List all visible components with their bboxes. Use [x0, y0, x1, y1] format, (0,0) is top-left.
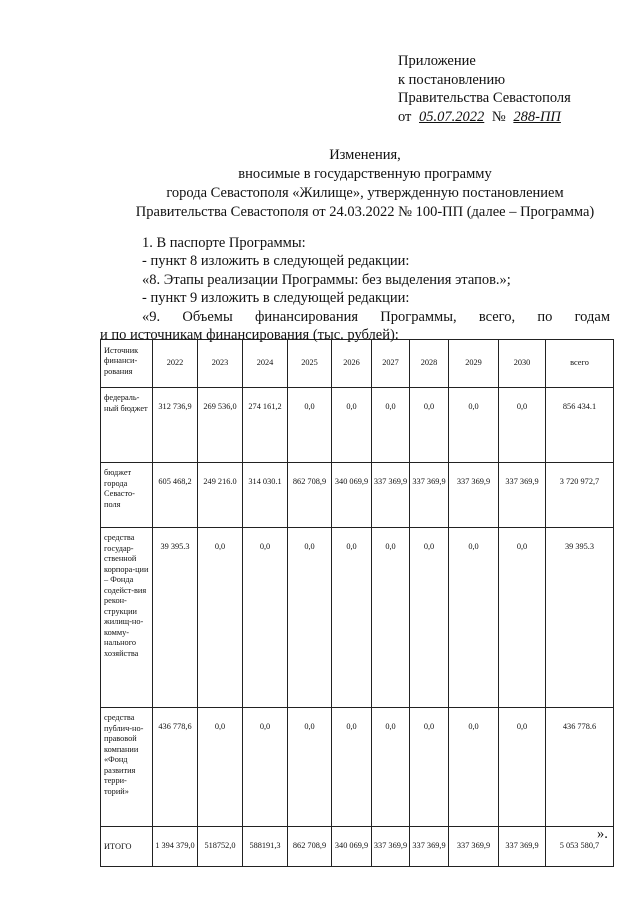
financing-table: [100, 339, 614, 867]
value-cell: 0,0: [288, 388, 332, 463]
value-cell: 337 369,9: [372, 827, 410, 867]
source-cell: средства государ-ственной корпора-ции – Фонда содейст-вия рекон-струкции жилищ-но-комму-нального хозяйства: [101, 528, 153, 708]
value-cell: 337 369,9: [499, 463, 546, 528]
body-paragraph: - пункт 8 изложить в следующей редакции:: [142, 253, 410, 270]
value-cell: 0,0: [449, 708, 499, 827]
value-cell: 0,0: [332, 388, 372, 463]
value-cell: 1 394 379,0: [153, 827, 198, 867]
body-paragraph: «9. Объемы финансирования Программы, всего, по годам: [142, 308, 610, 325]
title-line: Изменения,: [329, 147, 401, 163]
table-header-cell: 2023: [198, 340, 243, 388]
value-cell: 337 369,9: [449, 827, 499, 867]
value-cell: 0,0: [332, 708, 372, 827]
document-body: [100, 234, 610, 344]
value-cell: 588191,3: [243, 827, 288, 867]
value-cell: 5 053 580,7: [546, 827, 614, 867]
value-cell: 0,0: [372, 708, 410, 827]
body-paragraph: «8. Этапы реализации Программы: без выделения этапов.»;: [142, 271, 511, 288]
title-line: вносимые в государственную программу: [238, 166, 492, 182]
source-cell: бюджет города Севасто-поля: [101, 463, 153, 528]
document-title: [95, 146, 635, 222]
value-cell: 0,0: [332, 528, 372, 708]
table-header-cell: 2025: [288, 340, 332, 388]
value-cell: 0,0: [372, 528, 410, 708]
table-row: [101, 708, 614, 827]
value-cell: 337 369,9: [499, 827, 546, 867]
value-cell: 0,0: [449, 388, 499, 463]
table-header-cell: 2022: [153, 340, 198, 388]
table-header-cell: 2024: [243, 340, 288, 388]
appendix-line: Приложение: [398, 53, 476, 69]
table-header-cell: 2026: [332, 340, 372, 388]
value-cell: 0,0: [410, 528, 449, 708]
value-cell: 337 369,9: [410, 463, 449, 528]
value-cell: 337 369,9: [449, 463, 499, 528]
value-cell: 274 161,2: [243, 388, 288, 463]
appendix-date-line: [398, 108, 571, 127]
value-cell: 436 778.6: [546, 708, 614, 827]
value-cell: 337 369,9: [410, 827, 449, 867]
value-cell: 0,0: [288, 708, 332, 827]
source-cell: средства публич-но-правовой компании «Фонд развития терри-торий»: [101, 708, 153, 827]
value-cell: 337 369,9: [372, 463, 410, 528]
closing-quote: ».: [597, 826, 608, 842]
table-header-row: [101, 340, 614, 388]
value-cell: 0,0: [449, 528, 499, 708]
value-cell: 436 778,6: [153, 708, 198, 827]
value-cell: 605 468,2: [153, 463, 198, 528]
value-cell: 0,0: [372, 388, 410, 463]
body-paragraph: 1. В паспорте Программы:: [142, 235, 306, 251]
handwritten-number: 288-ПП: [513, 108, 561, 125]
value-cell: 862 708,9: [288, 463, 332, 528]
value-cell: 0,0: [198, 708, 243, 827]
value-cell: 3 720 972,7: [546, 463, 614, 528]
value-cell: 0,0: [410, 708, 449, 827]
value-cell: 0,0: [288, 528, 332, 708]
value-cell: 518752,0: [198, 827, 243, 867]
appendix-line: к постановлению: [398, 71, 506, 88]
value-cell: 340 069,9: [332, 463, 372, 528]
table-header-cell: Источник финанси-рования: [101, 340, 153, 388]
source-cell: федераль-ный бюджет: [101, 388, 153, 463]
value-cell: 0,0: [243, 528, 288, 708]
value-cell: 856 434.1: [546, 388, 614, 463]
value-cell: 249 216.0: [198, 463, 243, 528]
table-row: [101, 388, 614, 463]
value-cell: 39 395.3: [153, 528, 198, 708]
appendix-line: Правительства Севастополя: [398, 90, 571, 107]
value-cell: 0,0: [499, 528, 546, 708]
title-line: Правительства Севастополя от 24.03.2022 № 100-ПП (далее – Программа): [135, 204, 595, 220]
value-cell: 340 069,9: [332, 827, 372, 867]
value-cell: 269 536,0: [198, 388, 243, 463]
table-header-cell: 2028: [410, 340, 449, 388]
value-cell: 0,0: [198, 528, 243, 708]
value-cell: 39 395.3: [546, 528, 614, 708]
body-paragraph: - пункт 9 изложить в следующей редакции:: [142, 290, 410, 307]
from-prefix: от: [398, 108, 412, 125]
source-cell: ИТОГО: [101, 827, 153, 867]
value-cell: 314 030.1: [243, 463, 288, 528]
table-row: [101, 528, 614, 708]
title-line: города Севастополя «Жилище», утвержденную постановлением: [166, 185, 564, 201]
value-cell: 312 736,9: [153, 388, 198, 463]
appendix-block: [398, 52, 571, 126]
value-cell: 0,0: [410, 388, 449, 463]
number-sign: №: [491, 108, 506, 125]
value-cell: 0,0: [499, 708, 546, 827]
handwritten-date: 05.07.2022: [419, 108, 485, 125]
table-header-cell: 2030: [499, 340, 546, 388]
body-paragraph: и по источникам финансирования (тыс. рублей):: [100, 327, 399, 344]
table-header-cell: 2027: [372, 340, 410, 388]
table-total-row: [101, 827, 614, 867]
table-row: [101, 463, 614, 528]
value-cell: 0,0: [499, 388, 546, 463]
table-header-cell: 2029: [449, 340, 499, 388]
value-cell: 862 708,9: [288, 827, 332, 867]
table-header-cell: всего: [546, 340, 614, 388]
value-cell: 0,0: [243, 708, 288, 827]
